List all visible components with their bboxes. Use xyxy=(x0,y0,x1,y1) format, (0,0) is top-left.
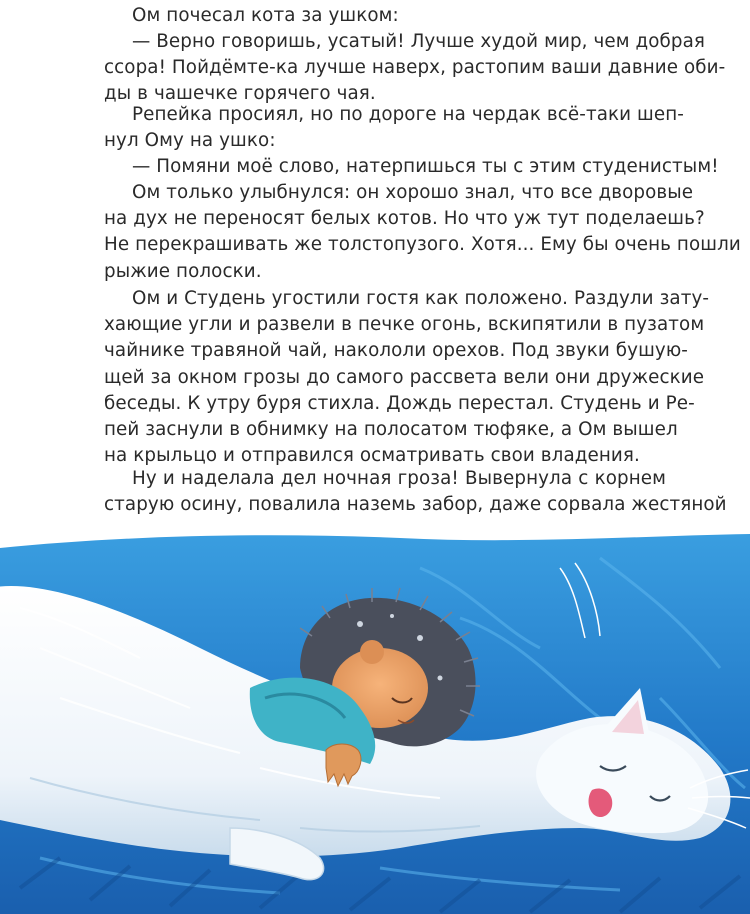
text-line: щей за окном грозы до самого рассвета вели они дружеские xyxy=(104,366,705,388)
paragraph xyxy=(104,466,727,518)
text-line: — Помяни моё слово, натерпишься ты с этим студенистым! xyxy=(132,156,719,177)
paragraph xyxy=(104,286,710,469)
text-line: старую осину, повалила наземь забор, даже сорвала жестяной xyxy=(104,494,727,516)
text-line: Ом только улыбнулся: он хорошо знал, что все дворовые xyxy=(132,182,694,203)
text-line: Не перекрашивать же толстопузого. Хотя... Ему бы очень пошли xyxy=(104,234,741,256)
text-line: Ну и наделала дел ночная гроза! Вывернула с корнем xyxy=(132,468,666,489)
text-line: хающие угли и развели в печке огонь, вскипятили в пузатом xyxy=(104,314,705,336)
paragraph xyxy=(104,29,726,108)
text-line: чайнике травяной чай, накололи орехов. Под звуки бушую- xyxy=(104,340,689,362)
paragraph xyxy=(104,180,741,285)
paragraph xyxy=(104,3,666,29)
illustration-sleeping-cat-hedgehog xyxy=(0,528,750,914)
text-line: рыжие полоски. xyxy=(104,260,262,282)
text-line: на крыльцо и отправился осматривать свои владения. xyxy=(104,445,640,467)
paragraph xyxy=(104,102,684,154)
text-line: Репейка просиял, но по дороге на чердак всё-таки шеп- xyxy=(132,104,684,125)
illustration-svg xyxy=(0,528,750,914)
text-line: ды в чашечке горячего чая. xyxy=(104,83,376,105)
text-line: Ом и Студень угостили гостя как положено. Раздули зату- xyxy=(132,288,710,309)
text-line: — Верно говоришь, усатый! Лучше худой мир, чем добрая xyxy=(132,31,706,52)
text-line: Ом почесал кота за ушком: xyxy=(132,5,399,26)
text-line: ссора! Пойдёмте-ка лучше наверх, растопим ваши давние оби- xyxy=(104,57,726,79)
text-line: беседы. К утру буря стихла. Дождь перестал. Студень и Ре- xyxy=(104,392,695,414)
text-line: пей заснули в обнимку на полосатом тюфяке, а Ом вышел xyxy=(104,418,678,440)
text-line: нул Ому на ушко: xyxy=(104,130,276,152)
text-line: на дух не переносят белых котов. Но что уж тут поделаешь? xyxy=(104,208,705,230)
hedgehog-ear xyxy=(360,640,384,664)
paragraph xyxy=(104,154,719,180)
